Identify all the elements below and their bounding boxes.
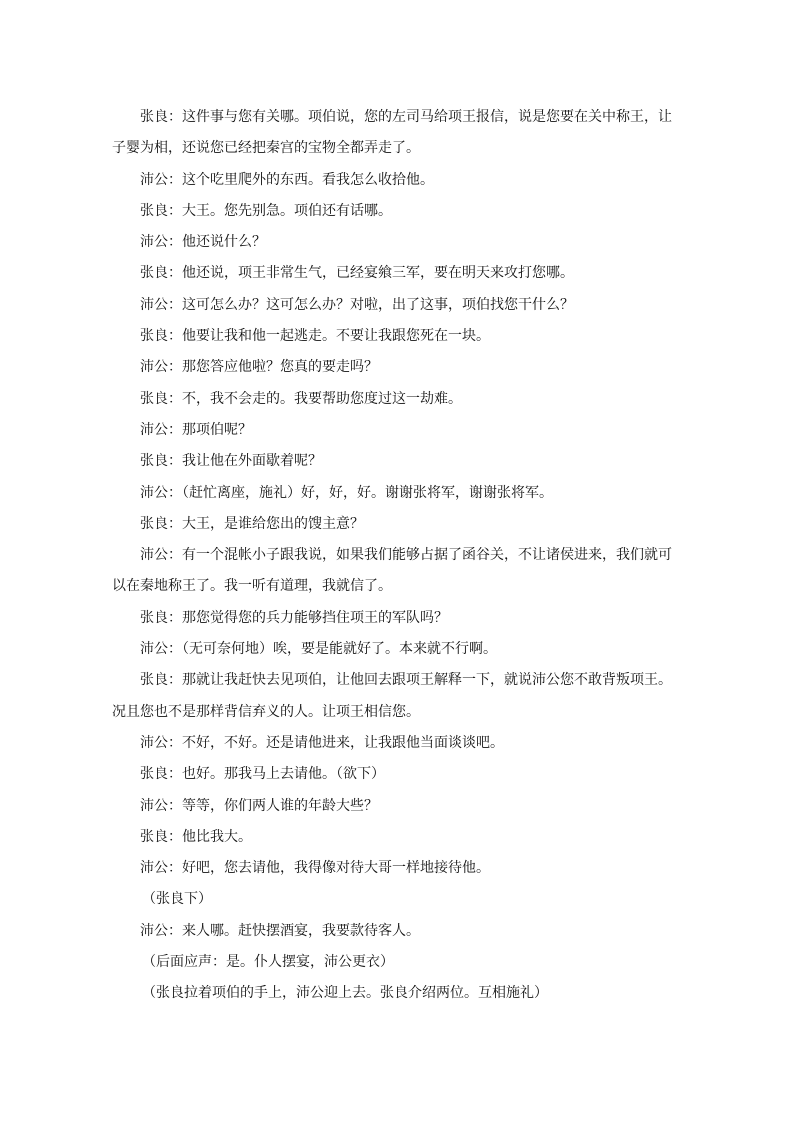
text-line: 张良：这件事与您有关哪。项伯说，您的左司马给项王报信，说是您要在关中称王，让 bbox=[140, 109, 672, 125]
text-line: 张良：大王。您先别急。项伯还有话哪。 bbox=[140, 202, 392, 219]
stage-direction-line: （张良下） bbox=[142, 891, 212, 908]
text-line: 况且您也不是那样背信弃义的人。让项王相信您。 bbox=[112, 703, 420, 720]
text-line: 沛公：好吧，您去请他，我得像对待大哥一样地接待他。 bbox=[140, 860, 490, 877]
text-line: 张良：那就让我赶快去见项伯，让他回去跟项王解释一下，就说沛公您不敢背叛项王。 bbox=[140, 672, 672, 689]
stage-direction-line: （张良拉着项伯的手上，沛公迎上去。张良介绍两位。互相施礼） bbox=[142, 985, 548, 1002]
text-line: 子婴为相，还说您已经把秦宫的宝物全都弄走了。 bbox=[112, 140, 420, 157]
text-line: 沛公：（赶忙离座，施礼）好，好，好。谢谢张将军，谢谢张将军。 bbox=[140, 484, 553, 501]
text-line: 沛公：等等，你们两人谁的年龄大些？ bbox=[140, 797, 378, 814]
text-line: 沛公：那项伯呢？ bbox=[140, 421, 252, 438]
text-line: 张良：他要让我和他一起逃走。不要让我跟您死在一块。 bbox=[140, 328, 490, 345]
text-line: 张良：那您觉得您的兵力能够挡住项王的军队吗？ bbox=[140, 609, 448, 626]
text-line: 沛公：那您答应他啦？您真的要走吗？ bbox=[140, 359, 378, 376]
text-line: 沛公：他还说什么？ bbox=[140, 234, 266, 251]
text-line: 张良：我让他在外面歇着呢？ bbox=[140, 453, 322, 470]
text-line: 张良：他还说，项王非常生气，已经宴飨三军，要在明天来攻打您哪。 bbox=[140, 265, 574, 282]
text-line: 沛公：这个吃里爬外的东西。看我怎么收拾他。 bbox=[140, 171, 434, 188]
text-line: 沛公：来人哪。赶快摆酒宴，我要款待客人。 bbox=[140, 922, 420, 939]
text-line: 沛公：有一个混帐小子跟我说，如果我们能够占据了函谷关，不让诸侯进来，我们就可 bbox=[140, 547, 672, 564]
text-line: 以在秦地称王了。我一听有道理，我就信了。 bbox=[112, 578, 392, 595]
document-body bbox=[112, 102, 684, 1010]
text-line: 沛公：（无可奈何地）唉，要是能就好了。本来就不行啊。 bbox=[140, 641, 497, 658]
text-line: 张良：不，我不会走的。我要帮助您度过这一劫难。 bbox=[140, 390, 462, 407]
text-line: 沛公：不好，不好。还是请他进来，让我跟他当面谈谈吧。 bbox=[140, 734, 504, 751]
text-line: 张良：他比我大。 bbox=[140, 828, 252, 845]
text-line: 张良：大王，是谁给您出的馊主意？ bbox=[140, 515, 364, 532]
text-line: 张良：也好。那我马上去请他。（欲下） bbox=[140, 766, 385, 783]
text-line: 沛公：这可怎么办？这可怎么办？对啦，出了这事，项伯找您干什么？ bbox=[140, 296, 574, 313]
stage-direction-line: （后面应声：是。仆人摆宴，沛公更衣） bbox=[142, 954, 394, 971]
